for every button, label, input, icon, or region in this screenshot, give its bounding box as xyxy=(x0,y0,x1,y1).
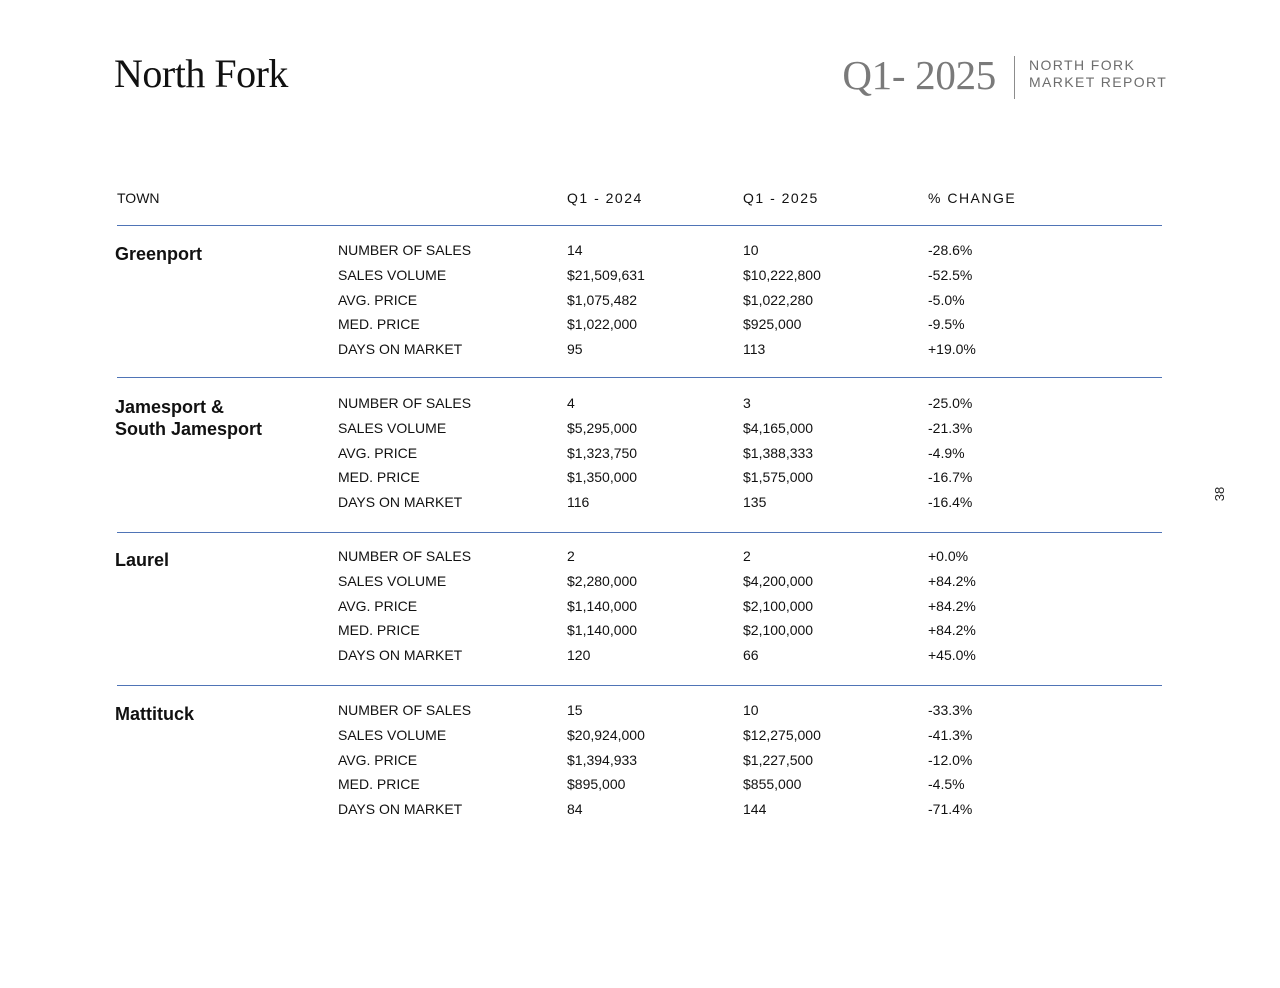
metric-label: SALES VOLUME xyxy=(338,727,447,743)
value-percent-change: -16.7% xyxy=(928,469,973,485)
metric-label: DAYS ON MARKET xyxy=(338,494,463,510)
value-q1-2024: $5,295,000 xyxy=(567,420,638,436)
value-percent-change: -9.5% xyxy=(928,316,965,332)
metric-label: NUMBER OF SALES xyxy=(338,702,472,718)
report-label-line2: MARKET REPORT xyxy=(1029,74,1168,90)
metric-label: DAYS ON MARKET xyxy=(338,341,463,357)
table-row xyxy=(0,776,1280,796)
value-percent-change: -33.3% xyxy=(928,702,973,718)
metric-label: DAYS ON MARKET xyxy=(338,647,463,663)
table-row xyxy=(0,727,1280,747)
value-percent-change: +0.0% xyxy=(928,548,969,564)
value-q1-2025: $855,000 xyxy=(743,776,802,792)
metric-label: MED. PRICE xyxy=(338,776,420,792)
metric-label: SALES VOLUME xyxy=(338,573,447,589)
value-q1-2024: 95 xyxy=(567,341,583,357)
table-row xyxy=(0,598,1280,618)
value-percent-change: -28.6% xyxy=(928,242,973,258)
value-percent-change: -25.0% xyxy=(928,395,973,411)
value-q1-2025: 2 xyxy=(743,548,751,564)
value-q1-2025: $2,100,000 xyxy=(743,598,814,614)
value-q1-2025: $4,165,000 xyxy=(743,420,814,436)
value-percent-change: +84.2% xyxy=(928,598,976,614)
value-percent-change: +84.2% xyxy=(928,573,976,589)
town-name-line: South Jamesport xyxy=(115,419,263,439)
value-q1-2025: 3 xyxy=(743,395,751,411)
value-q1-2024: $1,350,000 xyxy=(567,469,638,485)
value-percent-change: -12.0% xyxy=(928,752,973,768)
value-q1-2024: $21,509,631 xyxy=(567,267,645,283)
value-percent-change: -71.4% xyxy=(928,801,973,817)
value-q1-2024: $1,075,482 xyxy=(567,292,638,308)
town-name-line: Greenport xyxy=(115,244,203,264)
table-row xyxy=(0,702,1280,722)
value-q1-2025: $1,388,333 xyxy=(743,445,814,461)
column-header-town: TOWN xyxy=(117,190,160,206)
quarter-title: Q1- 2025 xyxy=(842,52,996,98)
value-q1-2024: $1,323,750 xyxy=(567,445,638,461)
town-name-line: Laurel xyxy=(115,550,170,570)
value-q1-2024: 2 xyxy=(567,548,575,564)
table-row xyxy=(0,622,1280,642)
value-q1-2024: $1,140,000 xyxy=(567,622,638,638)
section-rule xyxy=(117,377,1162,378)
page-title: North Fork xyxy=(114,51,288,96)
value-percent-change: -16.4% xyxy=(928,494,973,510)
table-row xyxy=(0,752,1280,772)
section-rule xyxy=(117,532,1162,533)
value-q1-2025: 66 xyxy=(743,647,759,663)
metric-label: SALES VOLUME xyxy=(338,267,447,283)
value-q1-2025: $12,275,000 xyxy=(743,727,821,743)
section-rule xyxy=(117,225,1162,226)
metric-label: NUMBER OF SALES xyxy=(338,242,472,258)
value-percent-change: -52.5% xyxy=(928,267,973,283)
table-row xyxy=(0,292,1280,312)
value-percent-change: +19.0% xyxy=(928,341,976,357)
table-row xyxy=(0,242,1280,262)
metric-label: AVG. PRICE xyxy=(338,598,418,614)
town-name-line: Mattituck xyxy=(115,704,195,724)
value-q1-2024: 15 xyxy=(567,702,583,718)
value-q1-2024: $2,280,000 xyxy=(567,573,638,589)
table-row xyxy=(0,548,1280,568)
value-q1-2025: 10 xyxy=(743,702,759,718)
metric-label: AVG. PRICE xyxy=(338,445,418,461)
metric-label: AVG. PRICE xyxy=(338,752,418,768)
value-percent-change: -4.9% xyxy=(928,445,965,461)
table-row xyxy=(0,395,1280,415)
value-q1-2025: 144 xyxy=(743,801,767,817)
table-row xyxy=(0,341,1280,361)
value-q1-2024: $1,022,000 xyxy=(567,316,638,332)
value-percent-change: -5.0% xyxy=(928,292,965,308)
value-q1-2024: $20,924,000 xyxy=(567,727,645,743)
metric-label: MED. PRICE xyxy=(338,316,420,332)
section-rule xyxy=(117,685,1162,686)
metric-label: NUMBER OF SALES xyxy=(338,548,472,564)
table-row xyxy=(0,494,1280,514)
value-q1-2025: $1,227,500 xyxy=(743,752,814,768)
header-divider xyxy=(1014,56,1015,99)
metric-label: NUMBER OF SALES xyxy=(338,395,472,411)
table-row xyxy=(0,469,1280,489)
table-row xyxy=(0,647,1280,667)
value-percent-change: -4.5% xyxy=(928,776,965,792)
value-q1-2025: $2,100,000 xyxy=(743,622,814,638)
value-percent-change: +84.2% xyxy=(928,622,976,638)
value-q1-2025: $4,200,000 xyxy=(743,573,814,589)
column-header-change: % CHANGE xyxy=(928,190,1017,206)
value-q1-2024: 116 xyxy=(567,494,590,510)
value-q1-2025: 113 xyxy=(743,341,766,357)
value-q1-2024: $895,000 xyxy=(567,776,626,792)
metric-label: SALES VOLUME xyxy=(338,420,447,436)
table-row xyxy=(0,316,1280,336)
table-row xyxy=(0,420,1280,440)
value-q1-2024: $1,394,933 xyxy=(567,752,638,768)
table-row xyxy=(0,573,1280,593)
metric-label: AVG. PRICE xyxy=(338,292,418,308)
value-q1-2025: $1,575,000 xyxy=(743,469,814,485)
value-q1-2025: $10,222,800 xyxy=(743,267,821,283)
table-row xyxy=(0,801,1280,821)
value-q1-2024: 84 xyxy=(567,801,583,817)
metric-label: DAYS ON MARKET xyxy=(338,801,463,817)
report-label xyxy=(1029,57,1167,91)
value-percent-change: +45.0% xyxy=(928,647,976,663)
table-row xyxy=(0,267,1280,287)
table-row xyxy=(0,445,1280,465)
value-q1-2025: $925,000 xyxy=(743,316,802,332)
value-q1-2024: 120 xyxy=(567,647,591,663)
value-q1-2025: 135 xyxy=(743,494,767,510)
metric-label: MED. PRICE xyxy=(338,622,420,638)
page-number: 38 xyxy=(1212,486,1227,502)
column-header-q1-2024: Q1 - 2024 xyxy=(567,190,643,206)
value-q1-2025: 10 xyxy=(743,242,759,258)
value-q1-2024: 4 xyxy=(567,395,575,411)
value-percent-change: -21.3% xyxy=(928,420,973,436)
column-header-q1-2025: Q1 - 2025 xyxy=(743,190,819,206)
value-q1-2025: $1,022,280 xyxy=(743,292,814,308)
value-q1-2024: $1,140,000 xyxy=(567,598,638,614)
value-q1-2024: 14 xyxy=(567,242,583,258)
value-percent-change: -41.3% xyxy=(928,727,973,743)
report-label-line1: NORTH FORK xyxy=(1029,57,1136,73)
metric-label: MED. PRICE xyxy=(338,469,420,485)
town-name-line: Jamesport & xyxy=(115,397,225,417)
